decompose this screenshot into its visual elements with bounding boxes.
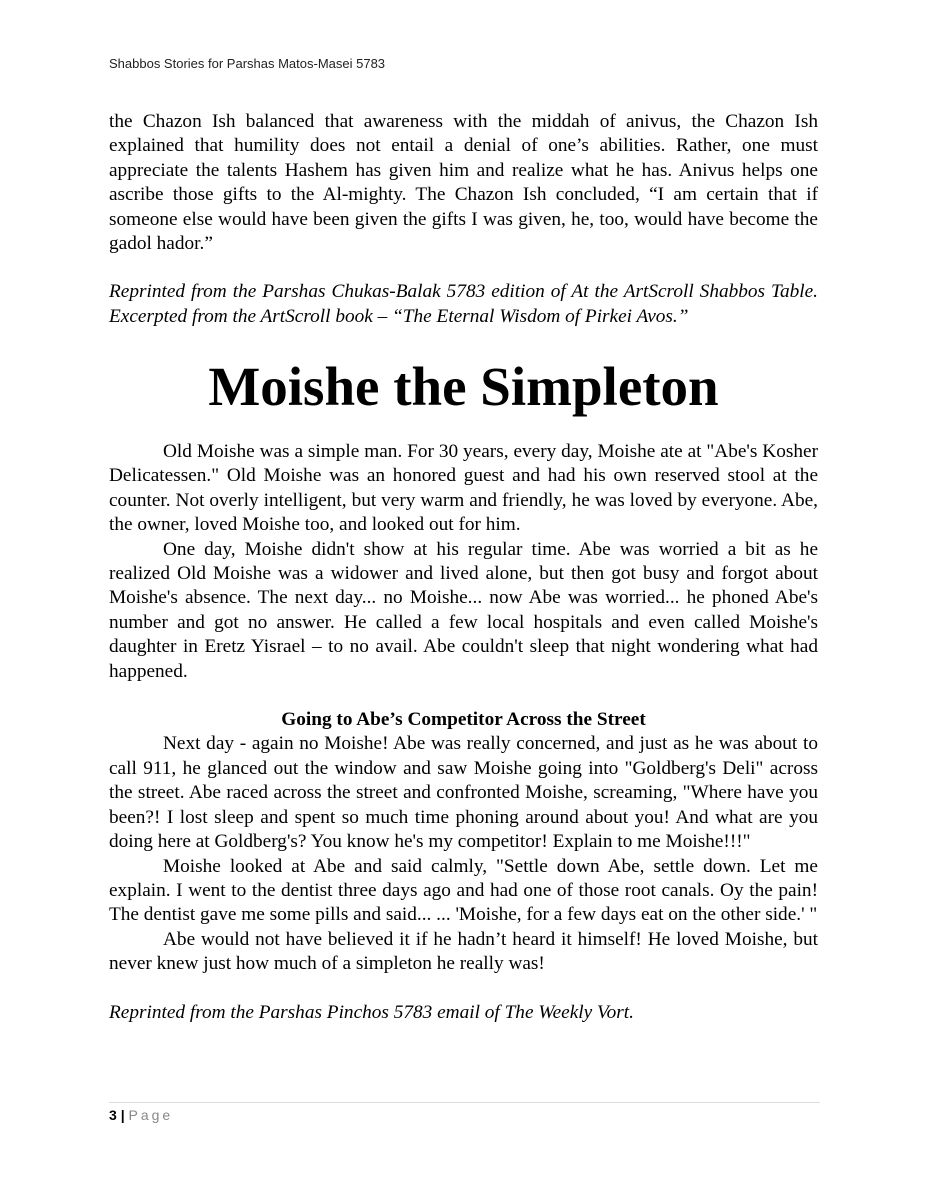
- story-title: Moishe the Simpleton: [208, 356, 719, 417]
- story-body: [109, 440, 818, 1025]
- intro-credit: Reprinted from the Parshas Chukas-Balak 5783 edition of At the ArtScroll Shabbos Table. Excerpted from the ArtScroll book – “The Eternal Wisdom of Pirkei Avos.”: [109, 281, 818, 327]
- story-paragraph: Old Moishe was a simple man. For 30 years, every day, Moishe ate at "Abe's Kosher Delicatessen." Old Moishe was an honored guest and had his own reserved stool at the counter. Not overly intelligent, but very warm and friendly, he was loved by everyone. Abe, the owner, loved Moishe too, and looked out for him.: [109, 441, 818, 536]
- page-number: 3: [109, 1107, 117, 1123]
- story-paragraph: Next day - again no Moishe! Abe was really concerned, and just as he was about to call 911, he glanced out the window and saw Moishe going into "Goldberg's Deli" across the street. Abe raced across the street and confronted Moishe, screaming, "Where have you been?! I lost sleep and spent so much time phoning around about you! And what are you doing here at Goldberg's? You know he's my competitor! Explain to me Moishe!!!": [109, 733, 818, 853]
- story-paragraph: Abe would not have believed it if he hadn’t heard it himself! He loved Moishe, but never knew just how much of a simpleton he really was!: [109, 928, 818, 975]
- running-header: Shabbos Stories for Parshas Matos-Masei 5783: [109, 56, 386, 71]
- footer-separator: |: [120, 1107, 125, 1123]
- intro-paragraph: the Chazon Ish balanced that awareness with the middah of anivus, the Chazon Ish explained that humility does not entail a denial of one’s abilities. Rather, one must appreciate the talents Hashem has given him and realize what he has. Anivus helps one ascribe those gifts to the Al-mighty. The Chazon Ish concluded, “I am certain that if someone else would have been given the gifts I was given, he, too, would have become the gadol hador.”: [109, 111, 818, 255]
- story-subheading: Going to Abe’s Competitor Across the Street: [281, 709, 646, 731]
- story-credit: Reprinted from the Parshas Pinchos 5783 email of The Weekly Vort.: [109, 1001, 634, 1023]
- page-footer: [109, 1107, 173, 1123]
- intro-section: [109, 110, 818, 329]
- footer-divider: [109, 1102, 820, 1103]
- story-paragraph: One day, Moishe didn't show at his regular time. Abe was worried a bit as he realized Old Moishe was a widower and lived alone, but then got busy and forgot about Moishe's absence. The next day... no Moishe... now Abe was worried... he phoned Abe's number and got no answer. He called a few local hospitals and even called Moishe's daughter in Eretz Yisrael – to no avail. Abe couldn't sleep that night wondering what had happened.: [109, 538, 818, 682]
- story-paragraph: Moishe looked at Abe and said calmly, "Settle down Abe, settle down. Let me explain. I went to the dentist three days ago and had one of those root canals. Oy the pain! The dentist gave me some pills and said... ... 'Moishe, for a few days eat on the other side.' ": [109, 855, 818, 926]
- page-label: Page: [128, 1107, 174, 1123]
